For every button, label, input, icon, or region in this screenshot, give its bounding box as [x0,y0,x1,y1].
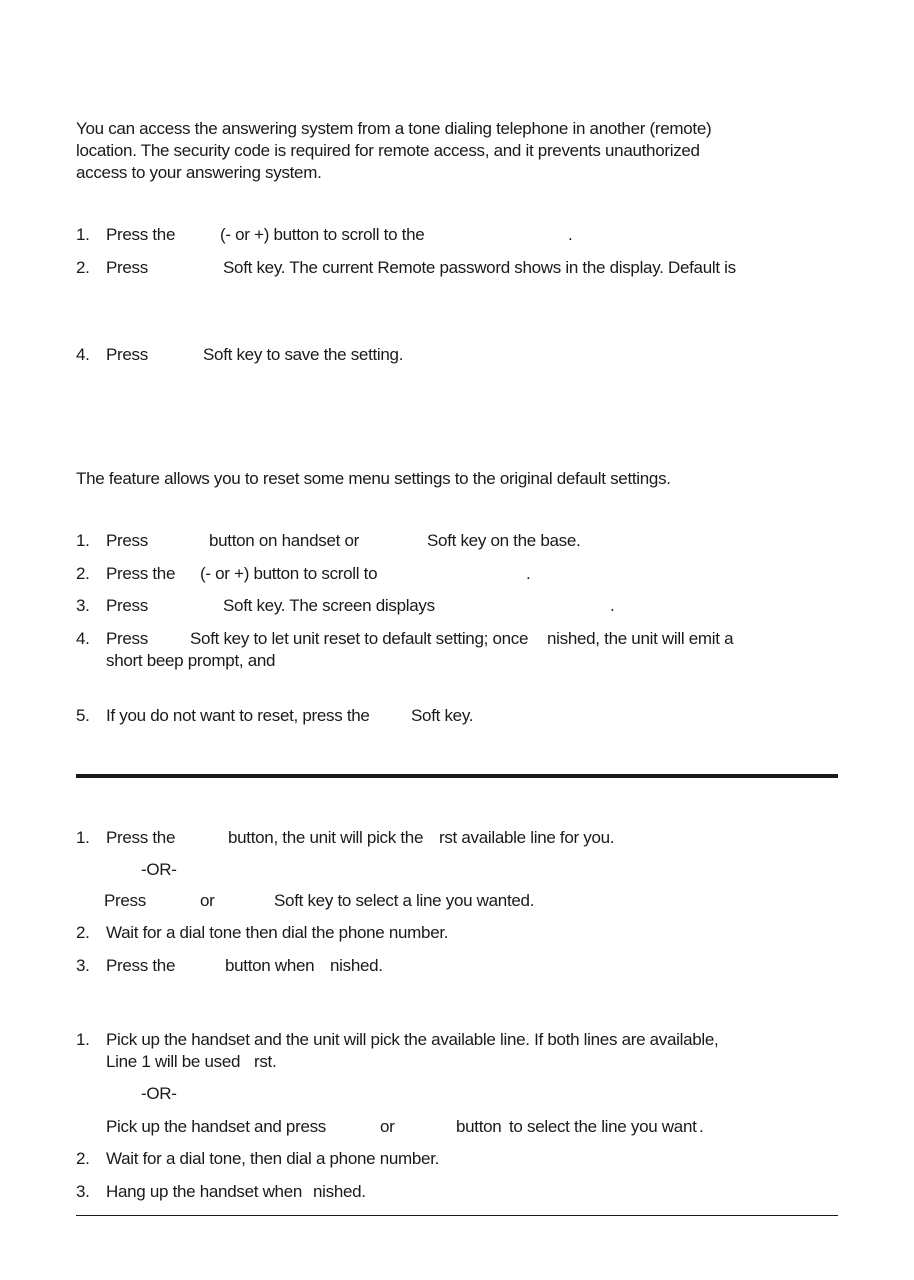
step-text: Press [106,629,148,648]
or-separator: -OR- [141,1084,177,1103]
step-text: Press [106,531,148,550]
step-number: 4. [76,629,90,648]
step-text: . [568,225,573,244]
intro-line-3: access to your answering system. [76,163,322,182]
step-number: 3. [76,956,90,975]
step-number: 4. [76,345,90,364]
step-text: Soft key to select a line you wanted. [274,891,535,910]
step-text: button, the unit will pick the [228,828,424,847]
step-text: button when [225,956,315,975]
step-text: Wait for a dial tone then dial the phone number. [106,923,449,942]
step-text: Soft key. The screen displays [223,596,435,615]
or-separator: -OR- [141,860,177,879]
step-number: 2. [76,923,90,942]
step-text: . [610,596,615,615]
step-text: Pick up the handset and the unit will pick the available line. If both lines are available, [106,1030,719,1049]
step-text: Wait for a dial tone, then dial a phone number. [106,1149,440,1168]
footer-divider [76,1215,838,1216]
step-text: Soft key on the base. [427,531,581,550]
step-text: short beep prompt, and [106,651,276,670]
step-text: Press the [106,564,176,583]
step-text: nished. [313,1182,366,1201]
reset-intro: The feature allows you to reset some menu settings to the original default settings. [76,469,671,488]
step-text: to select the line you want [509,1117,697,1136]
step-number: 1. [76,828,90,847]
step-text: (- or +) button to scroll to the [220,225,425,244]
section-divider [76,774,838,778]
intro-line-1: You can access the answering system from a tone dialing telephone in another (remote) [76,119,712,138]
step-text: (- or +) button to scroll to [200,564,378,583]
step-number: 3. [76,596,90,615]
step-number: 2. [76,258,90,277]
step-text: nished, the unit will emit a [547,629,734,648]
step-text: Hang up the handset when [106,1182,303,1201]
step-number: 1. [76,531,90,550]
step-text: Line 1 will be used [106,1052,241,1071]
step-text: nished. [330,956,383,975]
intro-line-2: location. The security code is required for remote access, and it prevents unauthorized [76,141,700,160]
step-text: Press the [106,956,176,975]
step-number: 5. [76,706,90,725]
step-text: rst available line for you. [439,828,615,847]
step-number: 1. [76,1030,90,1049]
step-text: Soft key to save the setting. [203,345,404,364]
step-text: Press the [106,828,176,847]
step-text: . [526,564,531,583]
step-text: Soft key to let unit reset to default setting; once [190,629,529,648]
step-text: If you do not want to reset, press the [106,706,370,725]
step-text: Pick up the handset and press [106,1117,327,1136]
step-text: rst. [254,1052,277,1071]
step-number: 2. [76,1149,90,1168]
step-number: 1. [76,225,90,244]
step-text: Soft key. [411,706,474,725]
step-text: button on handset or [209,531,359,550]
step-text: Press [106,345,148,364]
step-number: 3. [76,1182,90,1201]
step-text: Press [104,891,146,910]
step-text: or [380,1117,395,1136]
step-text: or [200,891,215,910]
step-text: button [456,1117,502,1136]
step-text: . [699,1117,704,1136]
step-text: Soft key. The current Remote password shows in the display. Default is [223,258,736,277]
step-text: Press [106,596,148,615]
step-text: Press the [106,225,176,244]
step-text: Press [106,258,148,277]
step-number: 2. [76,564,90,583]
